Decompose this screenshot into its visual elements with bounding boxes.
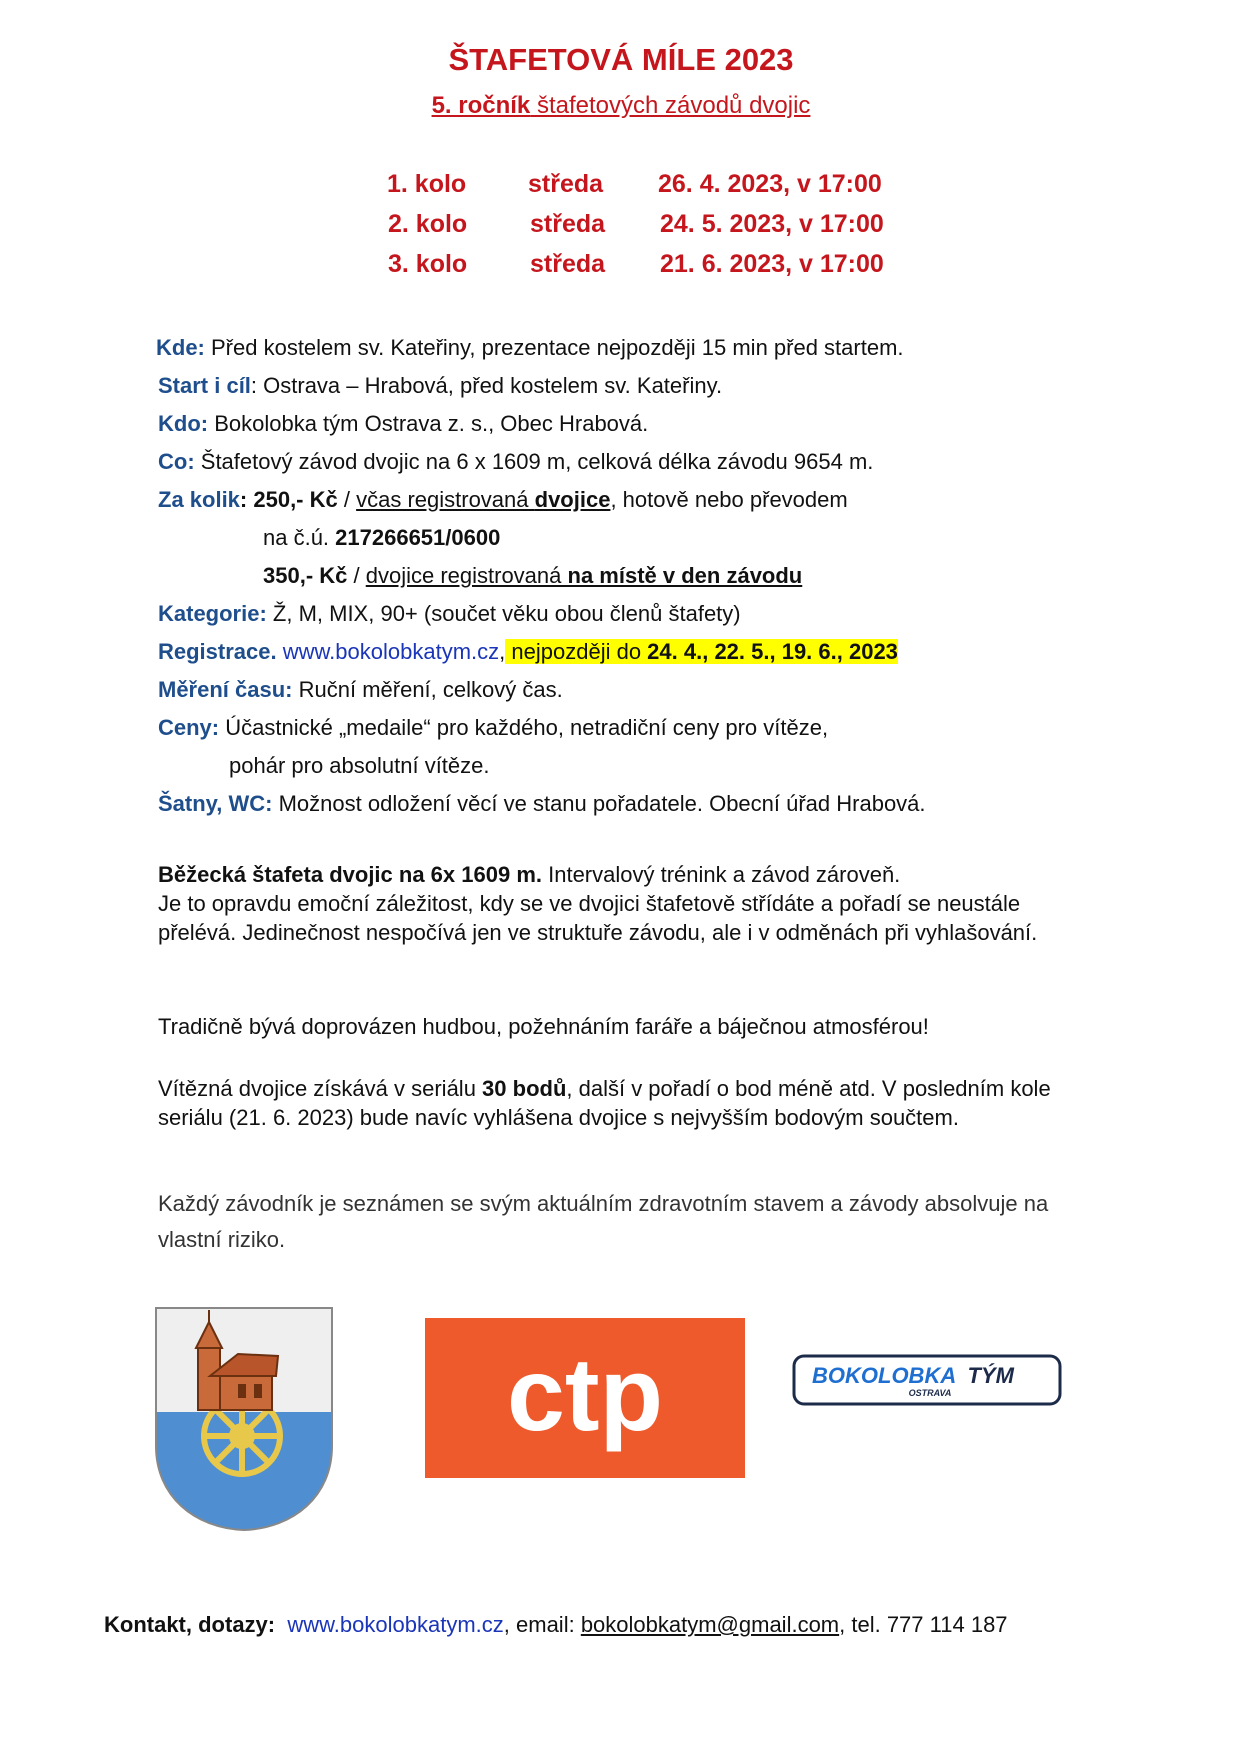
info-label: Kde: — [156, 335, 205, 360]
points-a: Vítězná dvojice získává v seriálu — [158, 1076, 483, 1101]
description-tradition: Tradičně bývá doprovázen hudbou, požehnáním faráře a báječnou atmosférou! — [158, 1014, 929, 1039]
points-b: , další v pořadí o bod méně atd. V posledním kole seriálu (21. 6. 2023) bude navíc vyhlášena dvojice s nejvyšším bodovým součtem. — [158, 1076, 1051, 1130]
bokolobka-logo — [792, 1354, 1062, 1406]
price-onsite-a: dvojice registrovaná — [365, 563, 568, 588]
ctp-logo-graphic — [425, 1318, 745, 1478]
account-prefix: na č.ú. — [263, 525, 336, 550]
info-label: Co: — [158, 449, 195, 474]
deadline-dates: 24. 4., 22. 5., 19. 6., 2023 — [647, 639, 898, 664]
ctp-logo — [425, 1318, 745, 1478]
info-ceny — [158, 714, 828, 742]
info-text: Štafetový závod dvojic na 6 x 1609 m, celková délka závodu 9654 m. — [194, 449, 874, 474]
intro-rest: Intervalový trénink a závod zároveň. — [542, 862, 901, 887]
info-start — [158, 372, 722, 400]
contact-label: Kontakt, dotazy: — [104, 1612, 276, 1637]
email-prefix: , email: — [503, 1612, 581, 1637]
info-label: Registrace. — [158, 639, 277, 664]
info-label: Šatny, WC: — [158, 791, 273, 816]
contact-footer — [104, 1612, 1008, 1638]
price-condition — [356, 487, 610, 512]
edition-label: 5. ročník — [431, 92, 531, 119]
registration-comma: , — [499, 639, 506, 664]
info-price — [158, 486, 848, 514]
info-label: Kategorie: — [158, 601, 267, 626]
round-label: 2. kolo — [388, 210, 468, 238]
price-onsite: 350,- Kč — [263, 563, 348, 588]
price-sep: / — [347, 563, 366, 588]
price-onsite-b: na místě v den závodu — [567, 563, 803, 588]
info-label: Za kolik — [158, 487, 240, 512]
round-date: 26. 4. 2023, v 17:00 — [658, 170, 882, 198]
deadline-prefix: nejpozději do — [505, 639, 648, 664]
round-row — [0, 170, 1242, 200]
footer-phone: , tel. 777 114 187 — [839, 1612, 1008, 1637]
info-registrace — [158, 638, 898, 666]
subtitle-text — [432, 92, 811, 119]
info-text: Účastnické „medaile“ pro každého, netradiční ceny pro vítěze, — [219, 715, 829, 740]
account-number: 217266651/0600 — [335, 525, 501, 550]
round-day: středa — [530, 210, 606, 238]
page-title: ŠTAFETOVÁ MÍLE 2023 — [448, 42, 794, 77]
round-label: 3. kolo — [388, 250, 468, 278]
info-text: Možnost odložení věcí ve stanu pořadatele. Obecní úřad Hrabová. — [272, 791, 926, 816]
info-price-onsite — [263, 562, 802, 590]
round-day: středa — [528, 170, 604, 198]
price-condition-a: včas registrovaná — [356, 487, 535, 512]
price-condition-b: dvojice — [534, 487, 611, 512]
info-label: Ceny: — [158, 715, 220, 740]
price-onsite-condition — [366, 563, 803, 588]
round-date: 21. 6. 2023, v 17:00 — [660, 250, 884, 278]
description-points — [158, 1074, 1098, 1132]
info-account — [263, 524, 500, 552]
round-row — [0, 250, 1242, 280]
points-bold: 30 bodů — [482, 1076, 567, 1101]
round-date: 24. 5. 2023, v 17:00 — [660, 210, 884, 238]
hrabova-coat-of-arms — [154, 1306, 334, 1532]
ctp-logo-text: ctp — [507, 1337, 663, 1453]
footer-email-link[interactable]: bokolobkatym@gmail.com — [580, 1612, 840, 1637]
info-kdo — [158, 410, 648, 438]
footer-web-link[interactable]: www.bokolobkatym.cz — [287, 1612, 504, 1637]
price-registered: 250,- Kč — [247, 487, 338, 512]
intro-detail: Je to opravdu emoční záležitost, kdy se ve dvojici štafetově střídáte a pořadí se neustále přelévá. Jedinečnost nespočívá jen ve struktuře závodu, ale i v odměnách při vyhlašování. — [158, 891, 1038, 945]
description-health: Každý závodník je seznámen se svým aktuálním zdravotním stavem a závody absolvuje na vlastní riziko. — [158, 1191, 1049, 1252]
subtitle-rest: štafetových závodů dvojic — [530, 92, 811, 119]
round-label: 1. kolo — [387, 170, 467, 198]
tym-word: TÝM — [967, 1363, 1014, 1388]
info-text: pohár pro absolutní vítěze. — [229, 753, 490, 778]
subtitle — [0, 92, 1242, 120]
info-co — [158, 448, 873, 476]
info-mereni — [158, 676, 563, 704]
ostrava-word: OSTRAVA — [908, 1388, 952, 1398]
info-text: Bokolobka tým Ostrava z. s., Obec Hrabová. — [208, 411, 649, 436]
info-satny — [158, 790, 926, 818]
info-text: Ž, M, MIX, 90+ (součet věku obou členů štafety) — [266, 601, 741, 626]
bokolobka-logo-graphic — [792, 1354, 1062, 1406]
info-label: Start i cíl — [158, 373, 251, 398]
description-intro — [158, 860, 1098, 947]
info-kde — [156, 334, 904, 362]
info-label: Měření času: — [158, 677, 293, 702]
price-payment: , hotově nebo převodem — [610, 487, 848, 512]
registration-deadline — [505, 639, 898, 664]
svg-text:BOKOLOBKA TÝM — [812, 1363, 1015, 1388]
round-row — [0, 210, 1242, 240]
price-sep: / — [337, 487, 357, 512]
info-colon: : — [239, 487, 248, 512]
info-text: Ruční měření, celkový čas. — [292, 677, 563, 702]
info-kategorie — [158, 600, 741, 628]
info-label: Kdo: — [158, 411, 209, 436]
info-text: : Ostrava – Hrabová, před kostelem sv. Kateřiny. — [250, 373, 723, 398]
round-day: středa — [530, 250, 606, 278]
intro-bold: Běžecká štafeta dvojic na 6x 1609 m. — [158, 862, 542, 887]
bokolobka-word: BOKOLOBKA — [812, 1363, 956, 1388]
info-text: Před kostelem sv. Kateřiny, prezentace nejpozději 15 min před startem. — [204, 335, 904, 360]
info-ceny-cont — [229, 752, 490, 780]
registration-link[interactable]: www.bokolobkatym.cz — [276, 639, 500, 664]
